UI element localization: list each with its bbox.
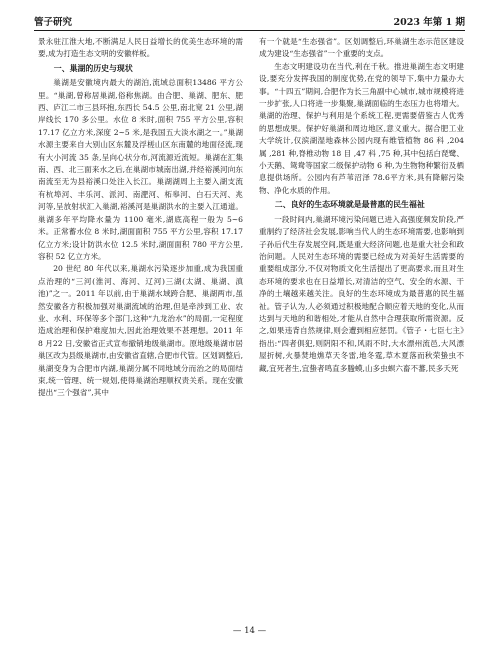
issue-label: 2023 年第 1 期 (393, 17, 465, 28)
paragraph: 景永驻江淮大地,不断满足人民日益增长的优美生态环境的需要,成为打造生态文明的安徽样板。 (38, 37, 243, 59)
right-column (259, 36, 464, 616)
page-number: — 14 — (232, 626, 267, 636)
page-header (34, 12, 465, 28)
journal-name: 管子研究 (34, 17, 73, 28)
paragraph: 有一个就是“生态强省”。区划调整后,环巢湖生态示范区建设成为建设“生态强省”一个重要的支点。 (259, 37, 464, 59)
left-column (38, 36, 243, 616)
section-heading: 一、巢湖的历史与现状 (53, 63, 133, 73)
paragraph: 一段时间内,巢湖环境污染问题已进入高强度频发阶段,严重制约了经济社会发展,影响当代人的生态环境需要,也影响到子孙后代生存发展空间,既是重大经济问题,也是重大社会和政治问题。人民对生态环境的需要已经成为对美好生活需要的重要组成部分,不仅对物质文化生活提出了更高要求,而且对生态环境的要求也在日益增长,对清洁的空气、安全的水源、干净的土壤越来越关注。良好的生态环境成为最普惠的民生福祉。管子认为,人必须通过积极地配合顺应着天地的变化,从而达到与天地的和谐相处,才能从自然中合理获取所需资源。反之,如果违背自然规律,则会遭到相应惩罚。《管子・七臣七主》指出:“四者俱犯,则阴阳不和,风雨不时,大水漂州流邑,大风漂屋折树,火暴焚地燋草天冬雷,地冬霆,草木夏落而秋荣蛰虫不藏,宜死者生,宜蛰者鸣直多螣蟆,山多虫螟六畜不蕃,民多夭死 (259, 214, 464, 373)
paragraph: 巢湖是安徽境内最大的湖泊,流域总面积13486 平方公里。“巢湖,曾称居巢湖,俗称焦湖。由合肥、巢湖、肥东、肥西、庐江二市三县环抱,东西长 54.5 公里,南北宽 21 公里,湖岸线长 170 多公里。水位 8 米时,面积 755 平方公里,容积 17.17 亿立方米,深度 2~5 米,是我国五大淡水湖之一。”巢湖水源主要来自大别山区东麓及浮槎山区东南麓的地面径流,现有大小河流 35 条,呈向心状分布,河流源近流短。巢湖在汇集南、西、北三面来水之后,在巢湖市城南出湖,并经裕溪河向东南流至无为县裕溪口处注入长江。巢湖湖周上主要入湖支流有杭埠河、丰乐河、派河、南淝河、柘皋河、白石天河、兆河等,呈放射状汇入巢湖,裕溪河是巢湖洪水的主要入江通道。巢湖多年平均降水量为 1100 毫米,湖底高程一般为 5~6 米。正常蓄水位 8 米时,湖面面积 755 平方公里,容积 17.17 亿立方米;设计防洪水位 12.5 米时,湖面面积 780 平方公里,容积 52 亿立方米。 (38, 78, 243, 261)
paragraph: 生态文明建设功在当代,利在千秋。推进巢湖生态文明建设,要充分发挥我国的制度优势,在党的领导下,集中力量办大事。“十四五”期间,合肥作为长三角副中心城市,城市规模将进一步扩张,人口将进一步集聚,巢湖面临的生态压力也将增大。巢湖的治理、保护与利用是个系统工程,更需要借鉴古人优秀的思想成果。保护好巢湖和周边地区,意义重大。据合肥工业大学统计,仅滨湖湿地森林公园内现有维管植物 86 科 ,204 属 ,281 种,脊椎动物 18 目 ,47 科 ,75 种,其中包括白琵鹭、小天鹅、鸳鸯等国家二级保护动物 6 种,为生物物种繁衍及栖息提供场所。公园内有芦苇沼泽 78.6平方米,具有降解污染物、净化水质的作用。 (259, 61, 464, 195)
section-heading: 二、良好的生态环境就是最普惠的民生福祉 (274, 200, 425, 210)
header-divider (34, 30, 465, 31)
paragraph: 20 世纪 80 年代以来,巢湖水污染逐步加重,成为我国重点治理的“三河(淮河、海河、辽河)三湖(太湖、巢湖、滇池)”之一。2011 年以前,由于巢湖水域跨合肥、巢湖两市,虽然安徽各方积极加强对巢湖流域的治理,但是牵涉到工业、农业、水利、环保等多个部门,这种“九龙治水”的局面,一定程度造成治理和保护难度加大,因此治理效果不甚理想。2011 年 8 月22 日,安徽省正式宣布撤销地级巢湖市。原地级巢湖市居巢区改为县级巢湖市,由安徽省直辖,合肥市代管。区划调整后,巢湖变身为合肥市内湖,巢湖分属不同地域分而治之的局面结束,统一管理、统一规划,使得巢湖治理顺权责关系。现在安徽提出“三个强省”,其中 (38, 264, 243, 398)
